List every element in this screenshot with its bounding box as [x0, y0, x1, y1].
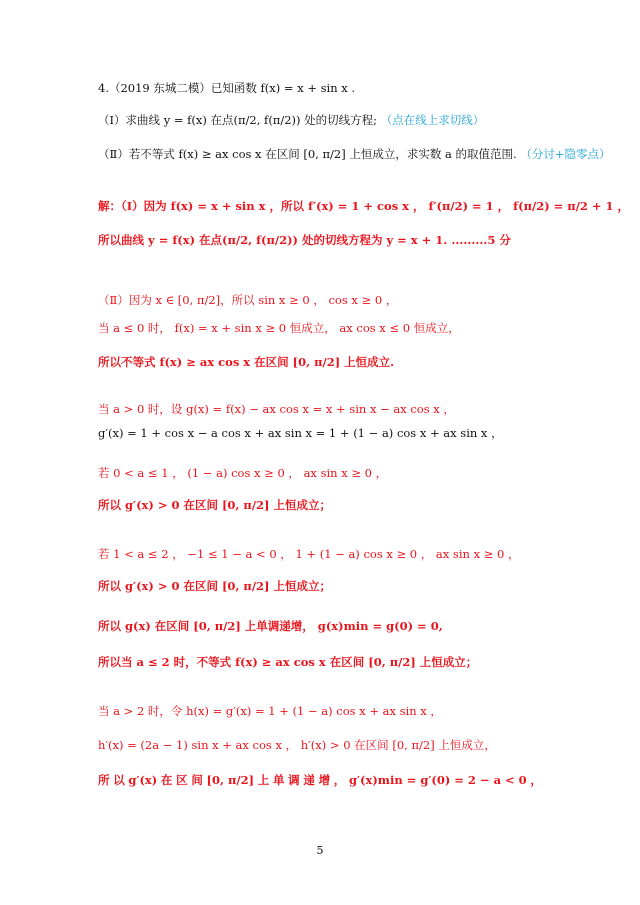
part2-hint: （分讨+隐零点） — [520, 147, 611, 161]
solution-line-7: g′(x) = 1 + cos x − a cos x + ax sin x = 1 + (1 − a) cos x + ax sin x ， — [98, 426, 503, 440]
part1-hint: （点在线上求切线） — [380, 113, 485, 127]
solution-line-11: 所以 g′(x) > 0 在区间 [0, π/2] 上恒成立； — [98, 579, 331, 593]
problem-statement: 4.（2019 东城二模）已知函数 f(x) = x + sin x . — [98, 81, 356, 95]
solution-line-6: 当 a > 0 时，设 g(x) = f(x) − ax cos x = x + sin x − ax cos x ， — [98, 402, 455, 416]
s16-word: 以 — [113, 773, 125, 787]
page-number: 5 — [316, 844, 324, 857]
solution-line-10: 若 1 < a ≤ 2 ， −1 ≤ 1 − a < 0 ， 1 + (1 − a) cos x ≥ 0 ， ax sin x ≥ 0 ， — [98, 547, 520, 561]
solution-line-4: 当 a ≤ 0 时， f(x) = x + sin x ≥ 0 恒成立， ax cos x ≤ 0 恒成立， — [98, 321, 460, 335]
solution-line-2: 所以曲线 y = f(x) 在点(π/2, f(π/2)) 处的切线方程为 y = x + 1. .........5 分 — [98, 233, 511, 247]
s16-word: [0, π/2] — [206, 773, 255, 787]
s16-word: 区 — [176, 773, 188, 787]
s16-word: 间 — [191, 773, 203, 787]
s16-word: 调 — [288, 773, 300, 787]
problem-part2 — [98, 146, 610, 162]
s16-word: ， — [530, 773, 542, 787]
solution-line-8: 若 0 < a ≤ 1 ， (1 − a) cos x ≥ 0 ， ax sin x ≥ 0 ， — [98, 466, 388, 480]
solution-line-1: 解：（Ⅰ）因为 f(x) = x + sin x ，所以 f′(x) = 1 + cos x ， f′(π/2) = 1 ， f(π/2) = π/2 + 1 ， — [98, 199, 630, 213]
part1-question: （Ⅰ）求曲线 y = f(x) 在点(π/2, f(π/2)) 处的切线方程; — [98, 113, 378, 127]
problem-part1 — [98, 112, 484, 128]
solution-line-5: 所以不等式 f(x) ≥ ax cos x 在区间 [0, π/2] 上恒成立. — [98, 355, 395, 369]
solution-line-16 — [98, 772, 542, 788]
solution-line-9: 所以 g′(x) > 0 在区间 [0, π/2] 上恒成立； — [98, 498, 331, 512]
s16-word: 在 — [160, 773, 173, 787]
solution-line-14: 当 a > 2 时，令 h(x) = g′(x) = 1 + (1 − a) cos x + ax sin x ， — [98, 704, 442, 718]
solution-line-12: 所以 g(x) 在区间 [0, π/2] 上单调递增， g(x)min = g(0) = 0, — [98, 619, 443, 633]
s16-word: 上 — [257, 773, 270, 787]
s16-word: ， — [333, 773, 346, 787]
s16-word: g′(x) — [128, 773, 158, 787]
solution-line-3: （Ⅱ）因为 x ∈ [0, π/2]，所以 sin x ≥ 0 ， cos x ≥ 0 ， — [98, 293, 398, 307]
s16-word: 单 — [272, 773, 285, 787]
solution-line-13: 所以当 a ≤ 2 时，不等式 f(x) ≥ ax cos x 在区间 [0, π/2] 上恒成立； — [98, 655, 478, 669]
s16-word: g′(x)min = g′(0) = 2 − a < 0 — [348, 773, 527, 787]
s16-word: 所 — [98, 773, 110, 787]
solution-line-15: h′(x) = (2a − 1) sin x + ax cos x ， h′(x) > 0 在区间 [0, π/2] 上恒成立， — [98, 738, 496, 752]
s16-word: 递 — [303, 773, 315, 787]
part2-question: （Ⅱ）若不等式 f(x) ≥ ax cos x 在区间 [0, π/2] 上恒成立，求实数 a 的取值范围. — [98, 147, 517, 161]
s16-word: 增 — [318, 773, 331, 787]
